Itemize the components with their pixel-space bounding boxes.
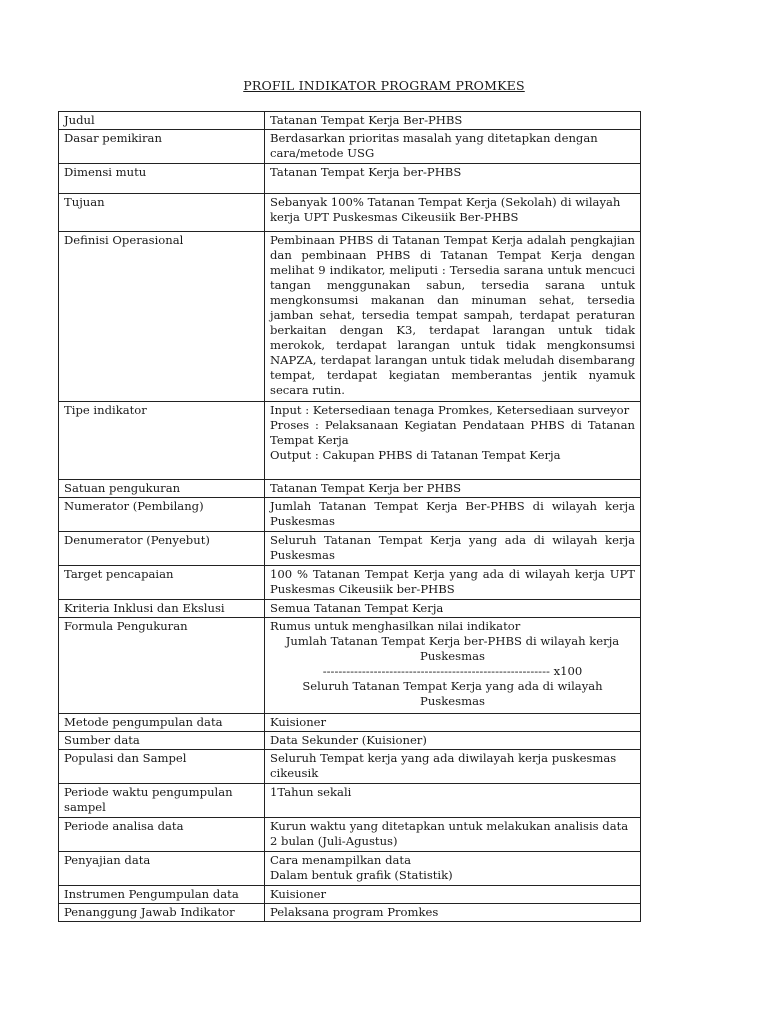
row-value: Sebanyak 100% Tatanan Tempat Kerja (Sekolah) di wilayah kerja UPT Puskesmas Cikeusiik Ber-PHBS — [265, 194, 641, 232]
table-row — [59, 566, 641, 600]
indicator-profile-table — [58, 111, 641, 922]
table-row — [59, 532, 641, 566]
row-value: Berdasarkan prioritas masalah yang ditetapkan dengan cara/metode USG — [265, 130, 641, 164]
table-row — [59, 618, 641, 714]
row-value: Seluruh Tatanan Tempat Kerja yang ada di wilayah kerja Puskesmas — [265, 532, 641, 566]
row-value: Tatanan Tempat Kerja ber-PHBS — [265, 164, 641, 194]
row-label: Populasi dan Sampel — [59, 750, 265, 784]
row-value: Kurun waktu yang ditetapkan untuk melakukan analisis data 2 bulan (Juli-Agustus) — [265, 818, 641, 852]
row-value: Tatanan Tempat Kerja ber PHBS — [265, 480, 641, 498]
table-row — [59, 818, 641, 852]
page-title: PROFIL INDIKATOR PROGRAM PROMKES — [243, 78, 525, 93]
row-label: Periode waktu pengumpulan sampel — [59, 784, 265, 818]
row-value — [265, 852, 641, 886]
table-row — [59, 402, 641, 480]
row-label: Penanggung Jawab Indikator — [59, 904, 265, 922]
row-label: Tipe indikator — [59, 402, 265, 480]
row-value: Semua Tatanan Tempat Kerja — [265, 600, 641, 618]
row-label: Metode pengumpulan data — [59, 714, 265, 732]
row-label: Kriteria Inklusi dan Ekslusi — [59, 600, 265, 618]
row-value: Seluruh Tempat kerja yang ada diwilayah kerja puskesmas cikeusik — [265, 750, 641, 784]
row-value: 1Tahun sekali — [265, 784, 641, 818]
table-row — [59, 480, 641, 498]
row-label: Judul — [59, 112, 265, 130]
row-label: Formula Pengukuran — [59, 618, 265, 714]
input-line: Input : Ketersediaan tenaga Promkes, Ketersediaan surveyor — [270, 403, 630, 417]
row-label: Target pencapaian — [59, 566, 265, 600]
row-value: Data Sekunder (Kuisioner) — [265, 732, 641, 750]
row-value: Kuisioner — [265, 714, 641, 732]
row-label: Instrumen Pengumpulan data — [59, 886, 265, 904]
row-label: Denumerator (Penyebut) — [59, 532, 265, 566]
table-row — [59, 498, 641, 532]
presentation-line: Cara menampilkan data — [270, 853, 411, 867]
table-row — [59, 164, 641, 194]
formula-cell — [265, 618, 641, 714]
table-row — [59, 232, 641, 402]
table-row — [59, 714, 641, 732]
row-label: Dasar pemikiran — [59, 130, 265, 164]
formula-intro: Rumus untuk menghasilkan nilai indikator — [270, 619, 521, 633]
table-row — [59, 112, 641, 130]
formula-denominator: Seluruh Tatanan Tempat Kerja yang ada di wilayah Puskesmas — [302, 679, 603, 708]
table-row — [59, 904, 641, 922]
row-value: Pembinaan PHBS di Tatanan Tempat Kerja adalah pengkajian dan pembinaan PHBS di Tatanan Tempat Kerja dengan melihat 9 indikator, meliputi : Tersedia sarana untuk mencuci tangan menggunakan sabun, tersedia sarana untuk mengkonsumsi makanan dan minuman sehat, tersedia jamban sehat, tersedia tempat sampah, terdapat peraturan berkaitan dengan K3, terdapat larangan untuk tidak merokok, terdapat larangan untuk tidak mengkonsumsi NAPZA, terdapat larangan untuk tidak meludah disembarang tempat, terdapat kegiatan memberantas jentik nyamuk secara rutin. — [265, 232, 641, 402]
table-row — [59, 852, 641, 886]
table-row — [59, 750, 641, 784]
presentation-line: Dalam bentuk grafik (Statistik) — [270, 868, 453, 882]
table-row — [59, 600, 641, 618]
row-value: Pelaksana program Promkes — [265, 904, 641, 922]
row-label: Satuan pengukuran — [59, 480, 265, 498]
table-row — [59, 886, 641, 904]
formula-numerator: Jumlah Tatanan Tempat Kerja ber-PHBS di wilayah kerja Puskesmas — [285, 634, 620, 663]
row-value — [265, 402, 641, 480]
formula-divider: ---------------------------------------------------------- x100 — [322, 664, 583, 678]
row-value: Jumlah Tatanan Tempat Kerja Ber-PHBS di wilayah kerja Puskesmas — [265, 498, 641, 532]
row-value: Kuisioner — [265, 886, 641, 904]
table-row — [59, 130, 641, 164]
table-row — [59, 732, 641, 750]
output-line: Output : Cakupan PHBS di Tatanan Tempat Kerja — [270, 448, 561, 462]
row-label: Definisi Operasional — [59, 232, 265, 402]
row-label: Tujuan — [59, 194, 265, 232]
table-row — [59, 784, 641, 818]
row-label: Sumber data — [59, 732, 265, 750]
row-label: Numerator (Pembilang) — [59, 498, 265, 532]
row-value: Tatanan Tempat Kerja Ber-PHBS — [265, 112, 641, 130]
row-label: Penyajian data — [59, 852, 265, 886]
table-row — [59, 194, 641, 232]
row-label: Periode analisa data — [59, 818, 265, 852]
row-label: Dimensi mutu — [59, 164, 265, 194]
process-line: Proses : Pelaksanaan Kegiatan Pendataan PHBS di Tatanan Tempat Kerja — [270, 418, 635, 447]
row-value: 100 % Tatanan Tempat Kerja yang ada di wilayah kerja UPT Puskesmas Cikeusiik ber-PHBS — [265, 566, 641, 600]
